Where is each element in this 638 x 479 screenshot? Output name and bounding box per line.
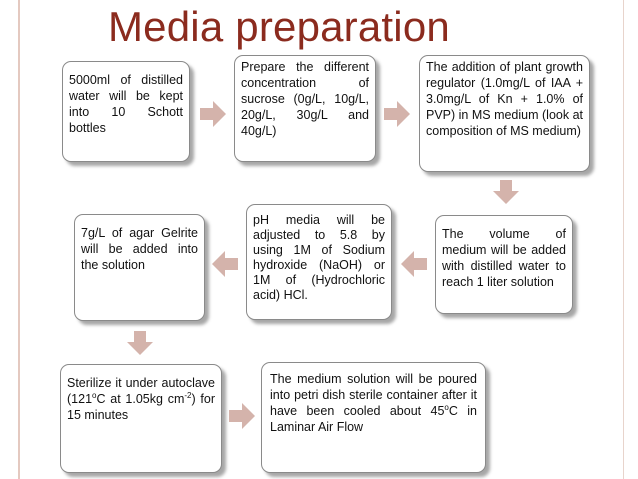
decorative-rule — [18, 0, 20, 479]
step-8-box — [261, 362, 486, 473]
step-3-box — [419, 55, 590, 172]
arrow-left-icon — [212, 251, 238, 277]
arrow-right-icon — [200, 101, 226, 127]
step-5-box — [246, 204, 392, 320]
arrow-down-icon — [127, 331, 153, 355]
arrow-down-icon — [493, 180, 519, 204]
decorative-rule-right — [623, 0, 624, 479]
step-7-box — [60, 364, 222, 473]
step-4-box — [435, 215, 573, 314]
step-2-box — [234, 55, 376, 162]
step-8-text: The medium solution will be poured into petri dish sterile container after it have been cooled about 45$^o$C in Laminar Air Flow — [270, 372, 478, 434]
arrow-right-icon — [229, 403, 255, 429]
page-title: Media preparation — [108, 3, 450, 50]
step-1-box — [62, 61, 190, 162]
step-5-text: pH media will be adjusted to 5.8 by using 1M of Sodium hydroxide (NaOH) or 1M of (Hydrochloric acid) HCl. — [253, 213, 385, 302]
step-6-text: 7g/L of agar Gelrite will be added into the solution — [81, 226, 198, 272]
step-6-box — [74, 214, 205, 321]
step-4-text: The volume of medium will be added with distilled water to reach 1 liter solution — [442, 227, 566, 289]
step-2-text: Prepare the different concentration of sucrose (0g/L, 10g/L, 20g/L, 30g/L and 40g/L) — [241, 60, 369, 138]
arrow-left-icon — [401, 251, 427, 277]
arrow-right-icon — [384, 101, 410, 127]
step-7-text: Sterilize it under autoclave (121$^o$C at 1.05kg $cm^{-2}$) for 15 minutes — [67, 376, 215, 422]
step-1-text: 5000ml of distilled water will be kept into 10 Schott bottles — [69, 73, 183, 135]
step-3-text: The addition of plant growth regulator (1.0mg/L of IAA + 3.0mg/L of Kn + 1.0% of PVP) in MS medium (look at composition of MS medium) — [426, 60, 583, 138]
